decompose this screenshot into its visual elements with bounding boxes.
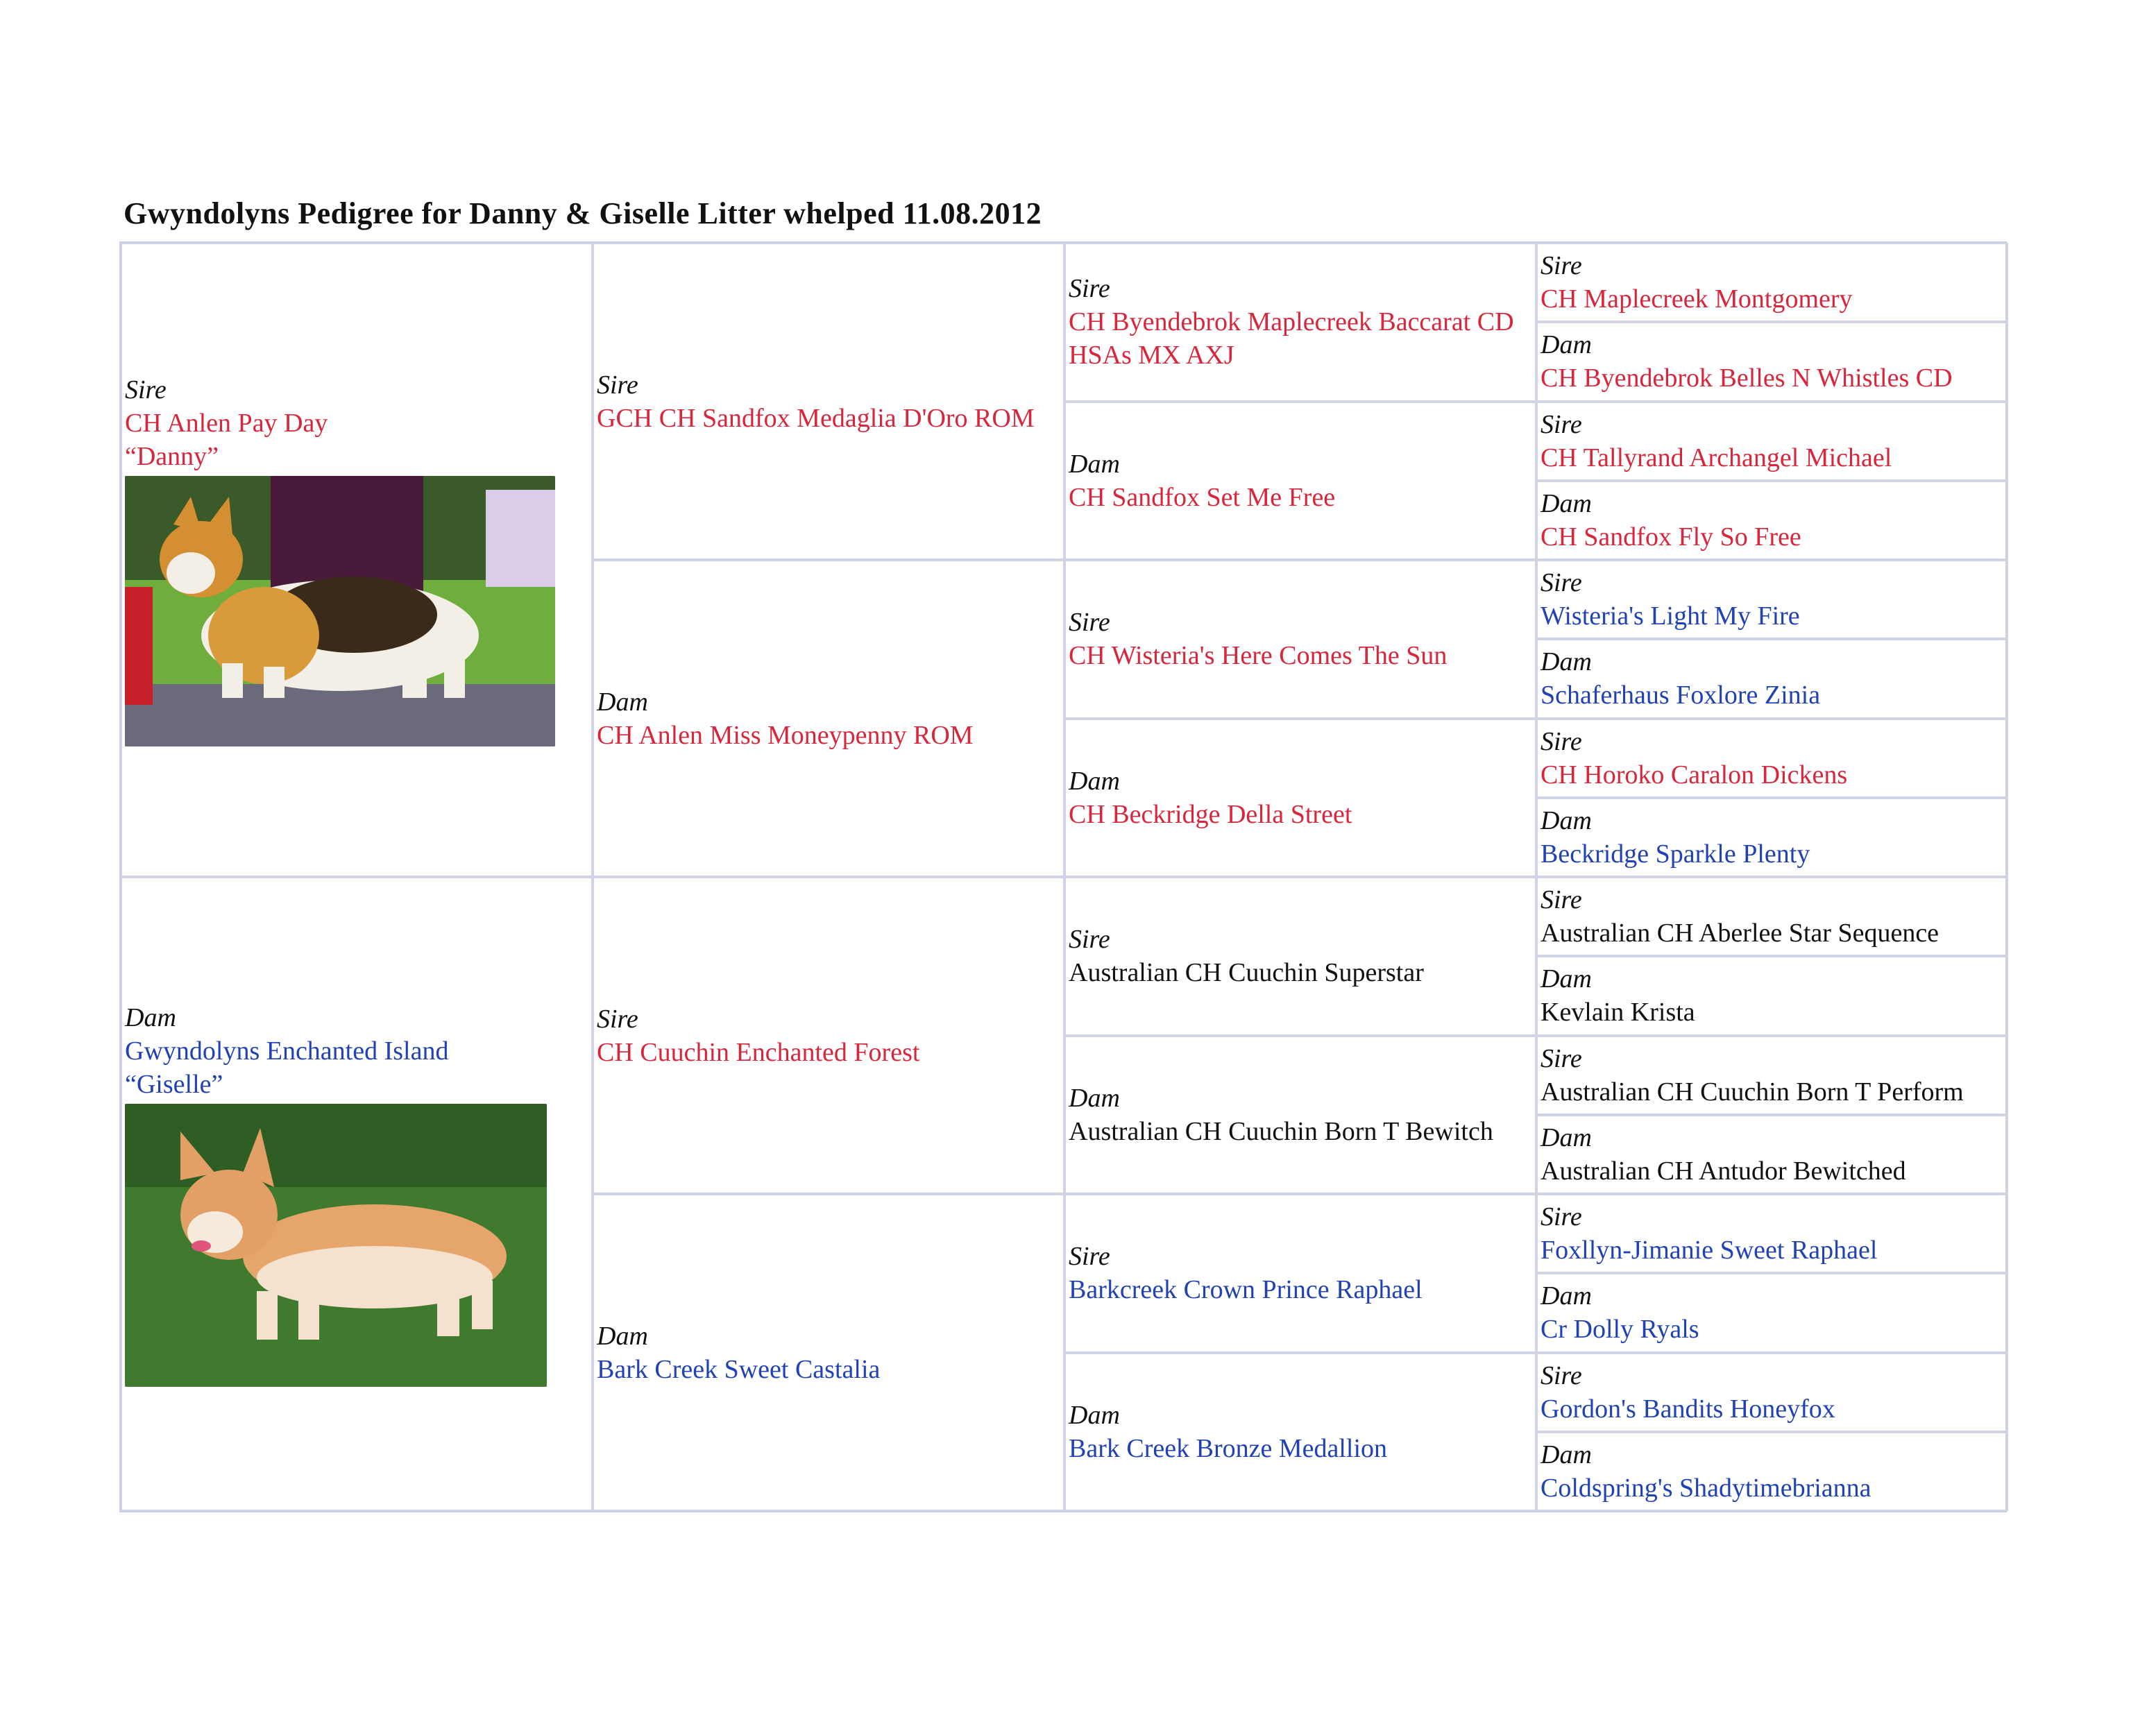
gen4-ssss-cell [1536, 243, 2008, 322]
sire-cell [121, 243, 593, 877]
pedigree-table [119, 241, 2007, 1512]
gen4-dssd-cell [1536, 956, 2008, 1035]
entry-label: Dam [1540, 805, 1592, 835]
gen4-ssds-cell [1536, 402, 2008, 481]
dam-sire-cell [593, 877, 1064, 1194]
page-title: Gwyndolyns Pedigree for Danny & Giselle Litter whelped 11.08.2012 [124, 196, 1042, 230]
sire-nickname: “Danny” [125, 442, 219, 471]
entry-name: Wisteria's Light My Fire [1540, 601, 1800, 631]
entry-label: Dam [597, 687, 648, 717]
entry-label: Sire [1540, 568, 1582, 598]
gen4-dddd-cell [1536, 1432, 2008, 1511]
entry-label: Dam [1540, 647, 1592, 677]
sire-sire-cell [593, 243, 1064, 560]
gen4-sssd-cell [1536, 322, 2008, 401]
entry-name: Australian CH Cuuchin Superstar [1069, 958, 1424, 988]
entry-name: GCH CH Sandfox Medaglia D'Oro ROM [597, 403, 1035, 433]
entry-name: CH Sandfox Fly So Free [1540, 522, 1801, 552]
sire-dam-cell [593, 560, 1064, 877]
entry-name: CH Anlen Miss Moneypenny ROM [597, 720, 974, 750]
gen4-ddsd-cell [1536, 1273, 2008, 1352]
entry-name: CH Wisteria's Here Comes The Sun [1069, 641, 1448, 671]
entry-name: Foxllyn-Jimanie Sweet Raphael [1540, 1236, 1878, 1265]
entry-name: CH Cuuchin Enchanted Forest [597, 1037, 920, 1067]
gen4-sdsd-cell [1536, 639, 2008, 718]
entry-name: Schaferhaus Foxlore Zinia [1540, 681, 1821, 710]
entry-label: Sire [1069, 608, 1110, 638]
entry-name: Beckridge Sparkle Plenty [1540, 839, 1810, 869]
sire-label: Sire [125, 375, 167, 404]
gen4-ddss-cell [1536, 1194, 2008, 1273]
dam-label: Dam [125, 1003, 176, 1032]
entry-label: Sire [1540, 726, 1582, 756]
gen4-ddds-cell [1536, 1353, 2008, 1432]
gen4-dsds-cell [1536, 1036, 2008, 1115]
entry-label: Sire [1069, 274, 1110, 304]
entry-label: Sire [1069, 1242, 1110, 1272]
gen3-dss-cell [1064, 877, 1536, 1036]
gen4-dsdd-cell [1536, 1115, 2008, 1194]
entry-name: Kevlain Krista [1540, 998, 1695, 1027]
entry-label: Dam [1540, 1281, 1592, 1311]
entry-label: Dam [597, 1321, 648, 1351]
entry-label: Dam [1540, 330, 1592, 360]
entry-name: CH Byendebrok Belles N Whistles CD [1540, 364, 1953, 393]
dam-name: Gwyndolyns Enchanted Island [125, 1036, 449, 1066]
gen4-dsss-cell [1536, 877, 2008, 956]
sire-photo [125, 476, 555, 746]
gen4-sdds-cell [1536, 719, 2008, 798]
entry-name: Australian CH Antudor Bewitched [1540, 1156, 1906, 1186]
entry-label: Dam [1069, 1083, 1120, 1113]
dam-photo [125, 1104, 547, 1387]
entry-label: Sire [597, 370, 638, 400]
entry-label: Dam [1069, 449, 1120, 479]
entry-label: Sire [597, 1004, 638, 1034]
entry-label: Dam [1540, 488, 1592, 518]
entry-name: Coldspring's Shadytimebrianna [1540, 1473, 1871, 1503]
gen3-dsd-cell [1064, 1036, 1536, 1195]
entry-label: Dam [1069, 766, 1120, 796]
gen3-dds-cell [1064, 1194, 1536, 1353]
entry-label: Sire [1540, 1202, 1582, 1232]
entry-name: CH Sandfox Set Me Free [1069, 482, 1336, 512]
gen3-sdd-cell [1064, 719, 1536, 878]
dam-nickname: “Giselle” [125, 1070, 223, 1099]
entry-label: Sire [1540, 251, 1582, 281]
gen4-sdss-cell [1536, 560, 2008, 639]
entry-label: Dam [1069, 1400, 1120, 1430]
entry-name: Cr Dolly Ryals [1540, 1315, 1699, 1345]
entry-label: Sire [1069, 925, 1110, 955]
entry-name: Australian CH Aberlee Star Sequence [1540, 919, 1939, 948]
entry-name: CH Maplecreek Montgomery [1540, 284, 1853, 314]
gen3-sss-cell [1064, 243, 1536, 402]
gen3-ssd-cell [1064, 402, 1536, 561]
entry-name: Bark Creek Sweet Castalia [597, 1354, 881, 1384]
entry-name: Australian CH Cuuchin Born T Bewitch [1069, 1116, 1493, 1146]
entry-name: Bark Creek Bronze Medallion [1069, 1433, 1388, 1463]
dam-cell [121, 877, 593, 1511]
entry-label: Dam [1540, 1440, 1592, 1469]
entry-label: Dam [1540, 1123, 1592, 1152]
entry-label: Sire [1540, 885, 1582, 915]
gen4-ssdd-cell [1536, 481, 2008, 560]
gen4-sddd-cell [1536, 798, 2008, 877]
entry-name: Gordon's Bandits Honeyfox [1540, 1394, 1835, 1424]
entry-label: Sire [1540, 409, 1582, 439]
entry-label: Sire [1540, 1043, 1582, 1073]
entry-name: CH Tallyrand Archangel Michael [1540, 443, 1892, 472]
entry-label: Dam [1540, 964, 1592, 994]
entry-name: Barkcreek Crown Prince Raphael [1069, 1275, 1423, 1305]
entry-name: Australian CH Cuuchin Born T Perform [1540, 1077, 1964, 1107]
gen3-ddd-cell [1064, 1353, 1536, 1512]
entry-name: CH Byendebrok Maplecreek Baccarat CD HSAs MX AXJ [1069, 307, 1514, 370]
gen3-sds-cell [1064, 560, 1536, 719]
entry-name: CH Horoko Caralon Dickens [1540, 760, 1848, 790]
entry-name: CH Beckridge Della Street [1069, 799, 1352, 829]
entry-label: Sire [1540, 1360, 1582, 1390]
sire-name: CH Anlen Pay Day [125, 409, 328, 438]
dam-dam-cell [593, 1194, 1064, 1511]
